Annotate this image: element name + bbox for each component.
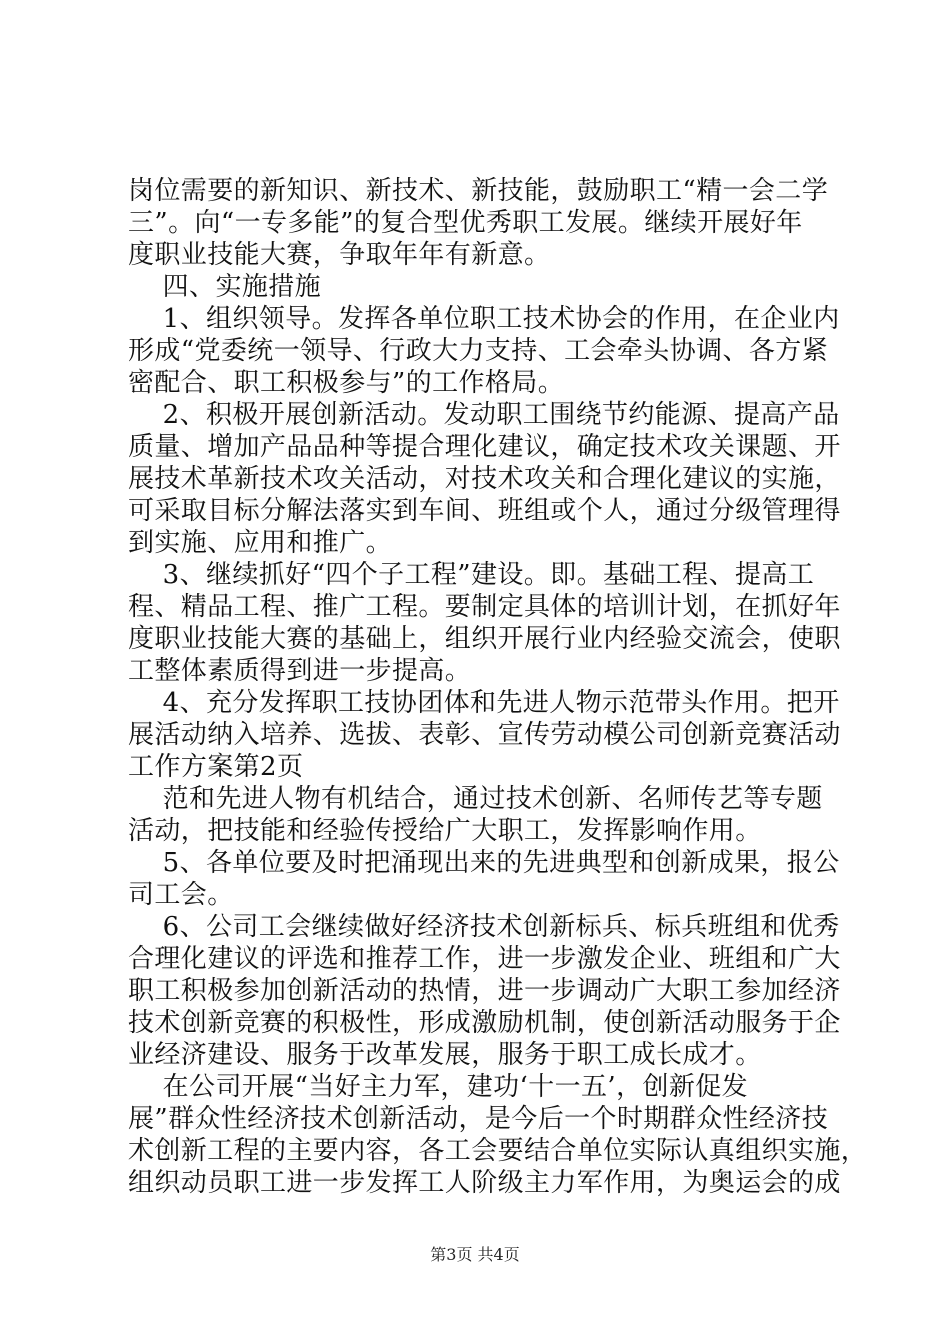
text-line: 活动，把技能和经验传授给广大职工，发挥影响作用。 — [128, 816, 762, 846]
text-line: 工整体素质得到进一步提高。 — [128, 656, 472, 686]
text-line: 4、充分发挥职工技协团体和先进人物示范带头作用。把开 — [128, 688, 840, 718]
text-line: 组织动员职工进一步发挥工人阶级主力军作用，为奥运会的成 — [128, 1168, 841, 1198]
text-line: 6、公司工会继续做好经济技术创新标兵、标兵班组和优秀 — [128, 912, 840, 942]
text-line: 质量、增加产品品种等提合理化建议，确定技术攻关课题、开 — [128, 432, 841, 462]
text-line: 三”。向“一专多能”的复合型优秀职工发展。继续开展好年 — [128, 208, 803, 238]
text-line: 范和先进人物有机结合，通过技术创新、名师传艺等专题 — [128, 784, 823, 814]
text-line: 1、组织领导。发挥各单位职工技术协会的作用，在企业内 — [128, 304, 840, 334]
text-line: 在公司开展“当好主力军，建功‘十一五’，创新促发 — [128, 1072, 749, 1102]
page-number-footer: 第3页 共4页 — [430, 1245, 520, 1264]
section-heading: 四、实施措施 — [128, 272, 322, 302]
text-line: 合理化建议的评选和推荐工作，进一步激发企业、班组和广大 — [128, 944, 841, 974]
text-line: 业经济建设、服务于改革发展，服务于职工成长成才。 — [128, 1040, 762, 1070]
text-line: 到实施、应用和推广。 — [128, 528, 393, 558]
text-line: 职工积极参加创新活动的热情，进一步调动广大职工参加经济 — [128, 976, 841, 1006]
text-line: 2、积极开展创新活动。发动职工围绕节约能源、提高产品 — [128, 400, 840, 430]
text-line: 工作方案第2页 — [128, 752, 304, 782]
text-line: 3、继续抓好“四个子工程”建设。即。基础工程、提高工 — [128, 560, 815, 590]
text-line: 5、各单位要及时把涌现出来的先进典型和创新成果，报公 — [128, 848, 840, 878]
text-line: 展活动纳入培养、选拔、表彰、宣传劳动模公司创新竞赛活动 — [128, 720, 841, 750]
text-line: 展技术革新技术攻关活动，对技术攻关和合理化建议的实施， — [128, 464, 841, 494]
text-line: 术创新工程的主要内容，各工会要结合单位实际认真组织实施， — [128, 1136, 868, 1166]
text-line: 密配合、职工积极参与”的工作格局。 — [128, 368, 565, 398]
text-line: 可采取目标分解法落实到车间、班组或个人，通过分级管理得 — [128, 496, 841, 526]
text-line: 岗位需要的新知识、新技术、新技能，鼓励职工“精一会二学 — [128, 176, 829, 206]
text-line: 司工会。 — [128, 880, 234, 910]
text-line: 形成“党委统一领导、行政大力支持、工会牵头协调、各方紧 — [128, 336, 829, 366]
text-line: 展”群众性经济技术创新活动，是今后一个时期群众性经济技 — [128, 1104, 829, 1134]
text-line: 程、精品工程、推广工程。要制定具体的培训计划，在抓好年 — [128, 592, 841, 622]
text-line: 度职业技能大赛，争取年年有新意。 — [128, 240, 551, 270]
text-line: 技术创新竞赛的积极性，形成激励机制，使创新活动服务于企 — [128, 1008, 841, 1038]
text-line: 度职业技能大赛的基础上，组织开展行业内经验交流会，使职 — [128, 624, 841, 654]
